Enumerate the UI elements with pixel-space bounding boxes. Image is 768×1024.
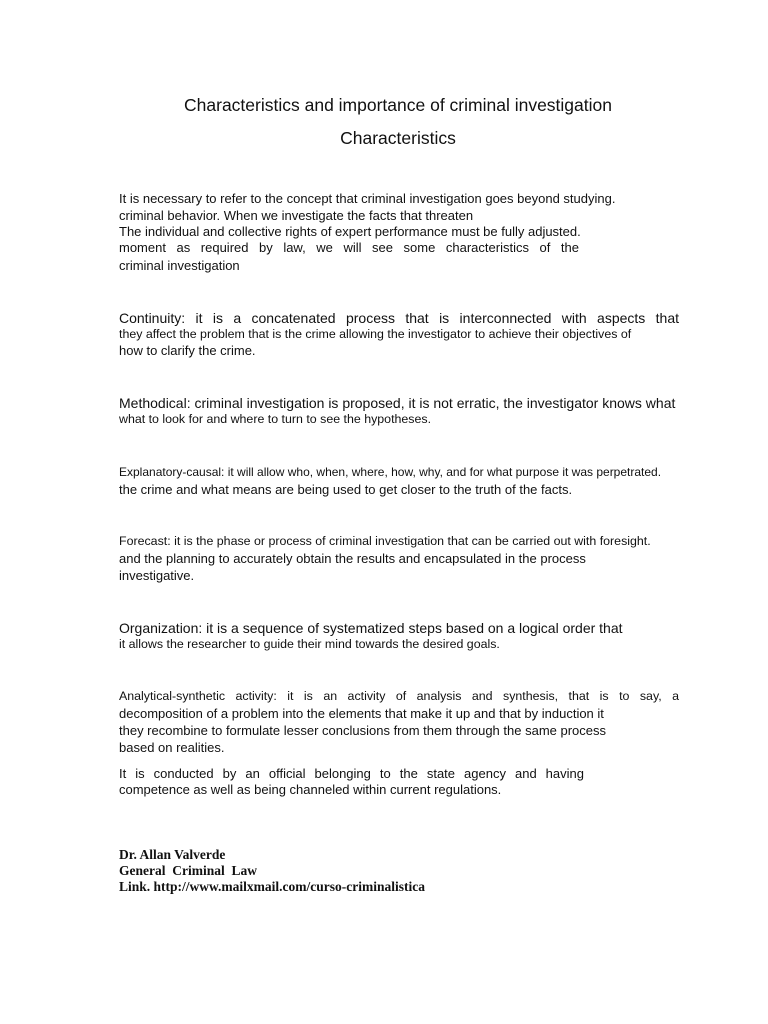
- analytical-line-1: Analytical-synthetic activity: it is an activity of analysis and synthesis, that is to say, a: [119, 689, 679, 703]
- methodical-line-2: what to look for and where to turn to see the hypotheses.: [119, 412, 432, 426]
- conducted-line-2: competence as well as being channeled within current regulations.: [119, 782, 502, 797]
- continuity-line-1: Continuity: it is a concatenated process that is interconnected with aspects that: [119, 310, 679, 326]
- intro-line-3: The individual and collective rights of expert performance must be fully adjusted.: [119, 224, 581, 239]
- analytical-line-2: decomposition of a problem into the elements that make it up and that by induction it: [119, 706, 604, 721]
- course-name: General Criminal Law: [119, 863, 257, 878]
- continuity-line-2: they affect the problem that is the crime allowing the investigator to achieve their objectives of: [119, 327, 632, 341]
- continuity-line-3: how to clarify the crime.: [119, 343, 256, 358]
- intro-line-4: moment as required by law, we will see some characteristics of the: [119, 240, 579, 255]
- explanatory-line-2: the crime and what means are being used to get closer to the truth of the facts.: [119, 482, 573, 497]
- author-name: Dr. Allan Valverde: [119, 847, 226, 862]
- forecast-line-1: Forecast: it is the phase or process of criminal investigation that can be carried out with foresight.: [119, 534, 651, 548]
- conducted-line-1: It is conducted by an official belonging to the state agency and having: [119, 766, 584, 781]
- intro-line-2: criminal behavior. When we investigate the facts that threaten: [119, 208, 474, 223]
- source-link[interactable]: Link. http://www.mailxmail.com/curso-criminalistica: [119, 879, 425, 894]
- forecast-line-3: investigative.: [119, 568, 195, 583]
- intro-line-5: criminal investigation: [119, 258, 240, 273]
- section-heading: Characteristics: [340, 128, 456, 148]
- document-title: Characteristics and importance of criminal investigation: [184, 95, 612, 115]
- analytical-line-3: they recombine to formulate lesser conclusions from them through the same process: [119, 723, 607, 738]
- methodical-line-1: Methodical: criminal investigation is proposed, it is not erratic, the investigator knows what: [119, 395, 676, 411]
- forecast-line-2: and the planning to accurately obtain the results and encapsulated in the process: [119, 551, 586, 566]
- analytical-line-4: based on realities.: [119, 740, 225, 755]
- organization-line-1: Organization: it is a sequence of systematized steps based on a logical order that: [119, 620, 623, 636]
- organization-line-2: it allows the researcher to guide their mind towards the desired goals.: [119, 637, 500, 651]
- explanatory-line-1: Explanatory-causal: it will allow who, when, where, how, why, and for what purpose it was perpetrated.: [119, 465, 662, 479]
- intro-line-1: It is necessary to refer to the concept that criminal investigation goes beyond studying.: [119, 191, 616, 206]
